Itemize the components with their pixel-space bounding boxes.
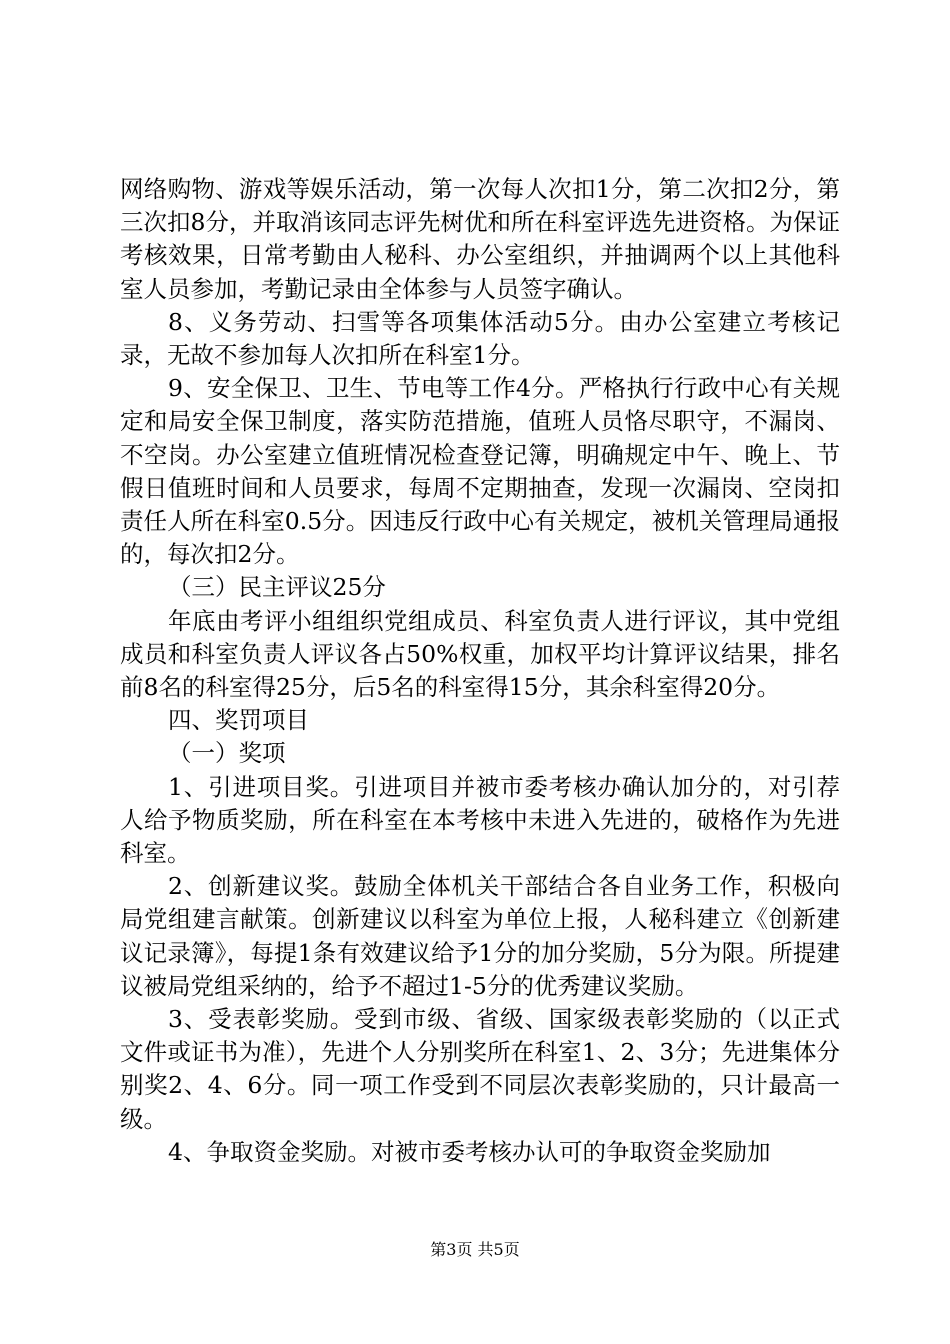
paragraph-reward-2: 2、创新建议奖。鼓励全体机关干部结合各自业务工作，积极向局党组建言献策。创新建议以科室为单位上报，人秘科建立《创新建议记录簿》，每提1条有效建议给予1分的加分奖励，5分为限。所提建议被局党组采纳的，给予不超过1-5分的优秀建议奖励。 — [120, 872, 840, 1000]
paragraph-reward-4: 4、争取资金奖励。对被市委考核办认可的争取资金奖励加 — [168, 1137, 771, 1166]
section-heading-democratic-review: （三）民主评议25分 — [168, 573, 386, 602]
paragraph-democratic-review: 年底由考评小组组织党组成员、科室负责人进行评议，其中党组成员和科室负责人评议各占50%权重，加权平均计算评议结果，排名前8名的科室得25分，后5名的科室得15分，其余科室得20分。 — [120, 606, 840, 702]
paragraph-reward-3: 3、受表彰奖励。受到市级、省级、国家级表彰奖励的（以正式文件或证书为准），先进个人分别奖所在科室1、2、3分；先进集体分别奖2、4、6分。同一项工作受到不同层次表彰奖励的，只计最高一级。 — [120, 1005, 840, 1133]
document-body — [120, 173, 840, 1169]
section-heading-rewards-penalties: 四、奖罚项目 — [168, 706, 309, 735]
page-number-footer: 第3页 共5页 — [430, 1240, 520, 1259]
paragraph-reward-1: 1、引进项目奖。引进项目并被市委考核办确认加分的，对引荐人给予物质奖励，所在科室在本考核中未进入先进的，破格作为先进科室。 — [120, 772, 840, 868]
paragraph-continued: 网络购物、游戏等娱乐活动，第一次每人次扣1分，第二次扣2分，第三次扣8分，并取消该同志评先树优和所在科室评选先进资格。为保证考核效果，日常考勤由人秘科、办公室组织，并抽调两个以上其他科室人员参加，考勤记录由全体参与人员签字确认。 — [120, 175, 840, 303]
section-heading-rewards: （一）奖项 — [168, 739, 286, 768]
paragraph-item-9: 9、安全保卫、卫生、节电等工作4分。严格执行行政中心有关规定和局安全保卫制度，落实防范措施，值班人员恪尽职守，不漏岗、不空岗。办公室建立值班情况检查登记簿，明确规定中午、晚上、节假日值班时间和人员要求，每周不定期抽查，发现一次漏岗、空岗扣责任人所在科室0.5分。因违反行政中心有关规定，被机关管理局通报的，每次扣2分。 — [120, 374, 840, 569]
paragraph-item-8: 8、义务劳动、扫雪等各项集体活动5分。由办公室建立考核记录，无故不参加每人次扣所在科室1分。 — [120, 307, 840, 370]
